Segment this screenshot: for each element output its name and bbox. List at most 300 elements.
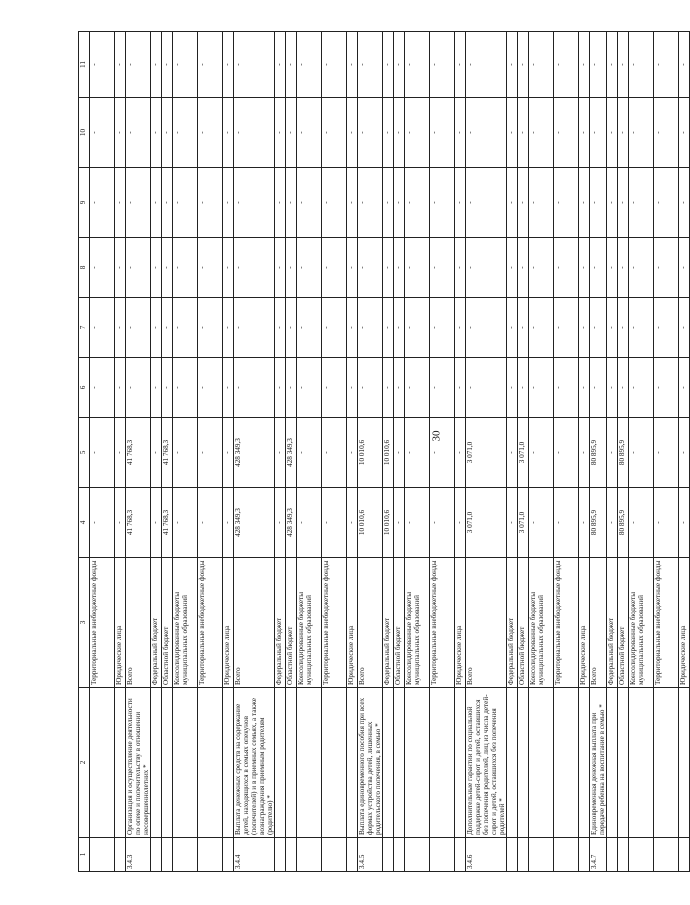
value-col-9: - [151,168,162,238]
value-col-4: - [607,488,618,558]
value-col-6: - [405,358,430,418]
value-col-5: - [679,418,690,488]
measure-name [455,688,466,838]
value-col-5: - [455,418,466,488]
value-col-5: - [173,418,198,488]
row-code: 3.4.3 [126,838,151,872]
value-col-4: 3 071,0 [518,488,529,558]
value-col-5: - [405,418,430,488]
value-col-11: - [347,32,358,98]
row-code [507,838,518,872]
value-col-8: - [679,238,690,298]
value-col-7: - [322,298,347,358]
column-number-row [79,32,90,872]
value-col-9: - [455,168,466,238]
value-col-11: - [430,32,455,98]
value-col-7: - [297,298,322,358]
value-col-11: - [618,32,629,98]
row-code [223,838,234,872]
funding-source: Консолидированные бюджеты муниципальных образований [405,558,430,688]
value-col-10: - [529,98,554,168]
value-col-7: - [679,298,690,358]
funding-source: Юридические лица [347,558,358,688]
column-number: 3 [79,558,90,688]
value-col-6: - [618,358,629,418]
value-col-5: - [198,418,223,488]
row-code: 3.4.4 [234,838,275,872]
funding-source: Федеральный бюджет [383,558,394,688]
value-col-7: - [507,298,518,358]
value-col-11: - [579,32,590,98]
value-col-6: - [430,358,455,418]
value-col-4: 80 895,9 [618,488,629,558]
funding-source: Областной бюджет [518,558,529,688]
value-col-6: - [115,358,126,418]
row-code [679,838,690,872]
value-col-11: - [358,32,383,98]
value-col-5: - [322,418,347,488]
funding-source: Территориальные внебюджетные фонды [90,558,115,688]
row-code [618,838,629,872]
value-col-10: - [654,98,679,168]
value-col-6: - [173,358,198,418]
page-number: 30 [430,430,443,442]
value-col-8: - [223,238,234,298]
measure-name [347,688,358,838]
funding-source: Федеральный бюджет [275,558,286,688]
table-body [79,32,690,872]
table-row [405,32,430,872]
table-row [115,32,126,872]
column-number: 6 [79,358,90,418]
value-col-4: - [275,488,286,558]
value-col-11: - [173,32,198,98]
value-col-8: - [234,238,275,298]
value-col-5: - [394,418,405,488]
value-col-7: - [198,298,223,358]
value-col-8: - [162,238,173,298]
value-col-4: - [554,488,579,558]
row-code: 3.4.7 [590,838,607,872]
table-row [618,32,629,872]
measure-name [286,688,297,838]
value-col-6: - [383,358,394,418]
value-col-4: - [347,488,358,558]
value-col-5: 428 349,3 [286,418,297,488]
value-col-4: - [507,488,518,558]
funding-source: Юридические лица [679,558,690,688]
column-number: 8 [79,238,90,298]
value-col-11: - [455,32,466,98]
value-col-10: - [607,98,618,168]
table-row [590,32,607,872]
row-code [322,838,347,872]
value-col-10: - [618,98,629,168]
table-row [151,32,162,872]
value-col-5: 80 895,9 [618,418,629,488]
value-col-10: - [198,98,223,168]
value-col-5: - [629,418,654,488]
table-row [529,32,554,872]
value-col-4: - [405,488,430,558]
measure-name [554,688,579,838]
value-col-10: - [629,98,654,168]
value-col-11: - [126,32,151,98]
value-col-6: - [198,358,223,418]
value-col-7: - [275,298,286,358]
value-col-11: - [383,32,394,98]
value-col-6: - [679,358,690,418]
value-col-6: - [223,358,234,418]
measure-name: Единовременная денежная выплата при передаче ребенка на воспитание в семью * [590,688,607,838]
value-col-6: - [347,358,358,418]
value-col-8: - [173,238,198,298]
value-col-6: - [275,358,286,418]
value-col-10: - [234,98,275,168]
value-col-7: - [607,298,618,358]
value-col-5: - [607,418,618,488]
value-col-8: - [322,238,347,298]
table-row [173,32,198,872]
table-row [679,32,690,872]
row-code [518,838,529,872]
value-col-6: - [579,358,590,418]
funding-source: Федеральный бюджет [507,558,518,688]
row-code [430,838,455,872]
funding-source: Консолидированные бюджеты муниципальных образований [297,558,322,688]
measure-name: Выплата единовременного пособия при всех формах устройства детей, лишенных родительского попечения, в семью * [358,688,383,838]
value-col-10: - [126,98,151,168]
table-row [430,32,455,872]
value-col-5: - [347,418,358,488]
value-col-9: - [223,168,234,238]
value-col-8: - [579,238,590,298]
row-code [173,838,198,872]
value-col-9: - [579,168,590,238]
value-col-9: - [383,168,394,238]
funding-source: Областной бюджет [394,558,405,688]
value-col-4: - [115,488,126,558]
table-row [162,32,173,872]
value-col-8: - [151,238,162,298]
value-col-10: - [173,98,198,168]
value-col-11: - [590,32,607,98]
measure-name [198,688,223,838]
value-col-10: - [90,98,115,168]
table-row [322,32,347,872]
value-col-5: - [90,418,115,488]
value-col-8: - [394,238,405,298]
value-col-8: - [115,238,126,298]
value-col-8: - [198,238,223,298]
value-col-10: - [162,98,173,168]
value-col-4: 428 349,3 [286,488,297,558]
measure-name: Выплата денежных средств на содержание детей, находящихся в семьях опекунов (попечителей) и в приемных семьях, а также вознаграждения приемным родителям (родителю) * [234,688,275,838]
column-number: 2 [79,688,90,838]
value-col-9: - [198,168,223,238]
table-row [466,32,507,872]
value-col-10: - [507,98,518,168]
value-col-6: - [629,358,654,418]
value-col-5: - [275,418,286,488]
value-col-9: - [347,168,358,238]
value-col-11: - [405,32,430,98]
value-col-9: - [618,168,629,238]
value-col-10: - [151,98,162,168]
value-col-9: - [405,168,430,238]
funding-source: Территориальные внебюджетные фонды [198,558,223,688]
value-col-8: - [347,238,358,298]
table-row [518,32,529,872]
column-number: 11 [79,32,90,98]
value-col-10: - [223,98,234,168]
measure-name [115,688,126,838]
value-col-11: - [466,32,507,98]
funding-source: Федеральный бюджет [151,558,162,688]
row-code: 3.4.5 [358,838,383,872]
value-col-6: - [394,358,405,418]
measure-name [394,688,405,838]
value-col-9: - [590,168,607,238]
value-col-6: - [529,358,554,418]
value-col-9: - [322,168,347,238]
row-code [405,838,430,872]
table-row [383,32,394,872]
value-col-7: - [618,298,629,358]
value-col-4: 3 071,0 [466,488,507,558]
value-col-9: - [518,168,529,238]
funding-source: Территориальные внебюджетные фонды [430,558,455,688]
value-col-8: - [629,238,654,298]
value-col-11: - [554,32,579,98]
value-col-7: - [654,298,679,358]
table-row [654,32,679,872]
funding-source: Территориальные внебюджетные фонды [654,558,679,688]
value-col-6: - [162,358,173,418]
value-col-10: - [430,98,455,168]
funding-source: Областной бюджет [162,558,173,688]
value-col-9: - [126,168,151,238]
value-col-5: - [507,418,518,488]
value-col-5: 3 071,0 [518,418,529,488]
value-col-11: - [286,32,297,98]
value-col-8: - [383,238,394,298]
value-col-11: - [198,32,223,98]
measure-name [173,688,198,838]
value-col-6: - [151,358,162,418]
value-col-7: - [394,298,405,358]
measure-name [618,688,629,838]
column-number: 4 [79,488,90,558]
value-col-4: - [529,488,554,558]
row-code [654,838,679,872]
value-col-5: - [654,418,679,488]
column-number: 10 [79,98,90,168]
value-col-9: - [90,168,115,238]
funding-source: Территориальные внебюджетные фонды [554,558,579,688]
value-col-6: - [126,358,151,418]
value-col-6: - [554,358,579,418]
measure-name [579,688,590,838]
value-col-4: - [629,488,654,558]
table-row [90,32,115,872]
row-code [579,838,590,872]
measure-name [529,688,554,838]
value-col-7: - [126,298,151,358]
funding-source: Юридические лица [223,558,234,688]
funding-source: Юридические лица [115,558,126,688]
row-code [275,838,286,872]
value-col-7: - [383,298,394,358]
value-col-7: - [115,298,126,358]
table-row [347,32,358,872]
value-col-10: - [347,98,358,168]
measure-name [629,688,654,838]
measure-name [297,688,322,838]
funding-source: Всего [126,558,151,688]
table-row [234,32,275,872]
value-col-11: - [654,32,679,98]
value-col-11: - [223,32,234,98]
value-col-8: - [618,238,629,298]
value-col-11: - [151,32,162,98]
value-col-8: - [455,238,466,298]
value-col-4: - [90,488,115,558]
value-col-9: - [162,168,173,238]
value-col-6: - [590,358,607,418]
value-col-7: - [455,298,466,358]
value-col-10: - [115,98,126,168]
row-code [198,838,223,872]
value-col-4: 41 768,3 [162,488,173,558]
value-col-11: - [529,32,554,98]
value-col-4: 428 349,3 [234,488,275,558]
measure-name [654,688,679,838]
table-row [607,32,618,872]
measure-name: Дополнительные гарантии по социальной поддержке детей-сирот и детей, оставшихся без попечения родителей, лиц из числа детей-сирот и детей, оставшихся без попечения родителей * [466,688,507,838]
value-col-7: - [358,298,383,358]
measure-name: Организация и осуществление деятельности по опеке и попечительству в отношении несовершеннолетних * [126,688,151,838]
value-col-10: - [322,98,347,168]
value-col-9: - [654,168,679,238]
value-col-11: - [234,32,275,98]
value-col-4: - [223,488,234,558]
value-col-8: - [507,238,518,298]
measure-name [223,688,234,838]
row-code [383,838,394,872]
value-col-11: - [275,32,286,98]
value-col-10: - [455,98,466,168]
value-col-6: - [358,358,383,418]
value-col-7: - [347,298,358,358]
value-col-4: - [654,488,679,558]
value-col-9: - [629,168,654,238]
value-col-5: - [151,418,162,488]
column-number: 1 [79,838,90,872]
value-col-4: 80 895,9 [590,488,607,558]
row-code [529,838,554,872]
measure-name [322,688,347,838]
value-col-9: - [466,168,507,238]
value-col-10: - [579,98,590,168]
value-col-5: 10 010,6 [358,418,383,488]
value-col-6: - [286,358,297,418]
table-row [223,32,234,872]
value-col-7: - [430,298,455,358]
value-col-4: - [198,488,223,558]
funding-source: Территориальные внебюджетные фонды [322,558,347,688]
table-row [126,32,151,872]
value-col-9: - [554,168,579,238]
funding-source: Юридические лица [579,558,590,688]
table-row [394,32,405,872]
funding-source: Всего [358,558,383,688]
value-col-11: - [162,32,173,98]
row-code [554,838,579,872]
value-col-6: - [654,358,679,418]
row-code [151,838,162,872]
value-col-8: - [590,238,607,298]
value-col-6: - [322,358,347,418]
value-col-5: 41 768,3 [162,418,173,488]
value-col-5: - [579,418,590,488]
value-col-11: - [679,32,690,98]
value-col-11: - [297,32,322,98]
table-row [297,32,322,872]
value-col-7: - [529,298,554,358]
value-col-11: - [394,32,405,98]
value-col-9: - [394,168,405,238]
value-col-9: - [286,168,297,238]
value-col-10: - [297,98,322,168]
value-col-4: - [297,488,322,558]
value-col-4: - [151,488,162,558]
value-col-4: - [173,488,198,558]
value-col-8: - [518,238,529,298]
measure-name [151,688,162,838]
funding-source: Юридические лица [455,558,466,688]
table-row [198,32,223,872]
funding-source: Областной бюджет [618,558,629,688]
rotated-table-frame [78,32,687,872]
value-col-9: - [507,168,518,238]
row-code [607,838,618,872]
value-col-9: - [297,168,322,238]
value-col-8: - [607,238,618,298]
funding-source: Всего [590,558,607,688]
value-col-6: - [466,358,507,418]
row-code [394,838,405,872]
value-col-5: - [115,418,126,488]
value-col-11: - [629,32,654,98]
measure-name [679,688,690,838]
value-col-10: - [590,98,607,168]
measure-name [430,688,455,838]
value-col-6: - [90,358,115,418]
row-code [90,838,115,872]
value-col-9: - [173,168,198,238]
value-col-9: - [529,168,554,238]
value-col-8: - [529,238,554,298]
value-col-5: 10 010,6 [383,418,394,488]
value-col-7: - [173,298,198,358]
value-col-5: - [223,418,234,488]
table-row [554,32,579,872]
funding-source: Всего [234,558,275,688]
column-number: 7 [79,298,90,358]
table-row [275,32,286,872]
value-col-5: 428 349,3 [234,418,275,488]
